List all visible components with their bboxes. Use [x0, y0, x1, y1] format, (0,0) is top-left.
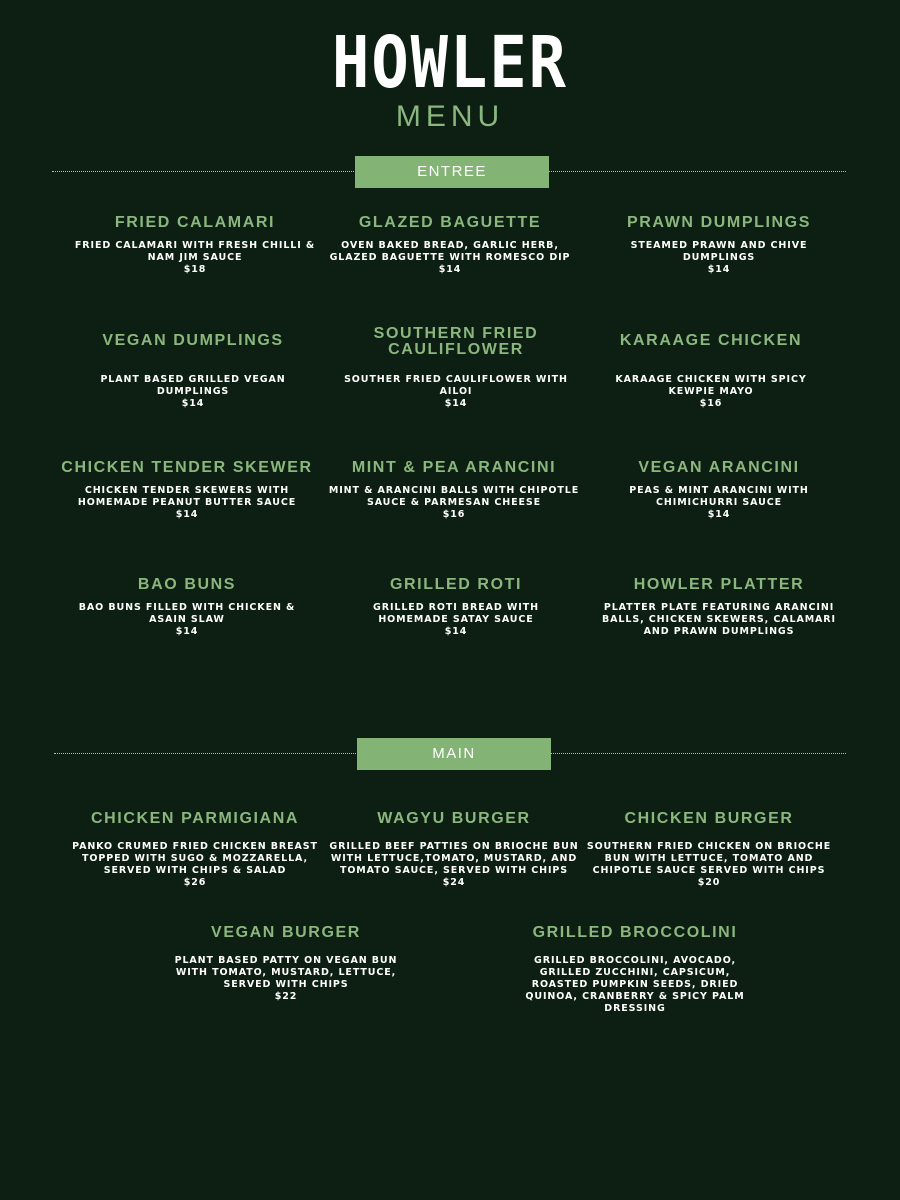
item-price: $14	[707, 509, 731, 520]
item-price: $14	[181, 398, 205, 409]
item-description: PEAS & MINT ARANCINI WITH CHIMICHURRI SAUCE	[629, 485, 809, 508]
item-description: PANKO CRUMED FRIED CHICKEN BREAST TOPPED WITH SUGO & MOZZARELLA, SERVED WITH CHIPS & SALAD	[72, 841, 318, 876]
item-name: PRAWN DUMPLINGS	[627, 214, 811, 231]
menu-item	[62, 577, 312, 638]
item-name: FRIED CALAMARI	[114, 214, 276, 231]
item-description: SOUTHER FRIED CAULIFLOWER WITH AILOI	[344, 374, 568, 397]
item-name: MINT & PEA ARANCINI	[351, 459, 557, 476]
item-price: $26	[183, 877, 207, 888]
item-description: BAO BUNS FILLED WITH CHICKEN & ASAIN SLAW	[78, 602, 296, 625]
menu-item	[582, 811, 836, 889]
item-description: PLANT BASED GRILLED VEGAN DUMPLINGS	[100, 374, 286, 397]
section-title-main: MAIN	[357, 738, 551, 770]
item-name: GRILLED ROTI	[389, 576, 523, 593]
item-price: $14	[707, 264, 731, 275]
item-price: $14	[438, 264, 462, 275]
item-description: STEAMED PRAWN AND CHIVE DUMPLINGS	[630, 240, 808, 263]
menu-item	[328, 460, 580, 521]
menu-item	[336, 326, 576, 410]
item-name: CHICKEN TENDER SKEWER	[61, 459, 313, 476]
item-price: $24	[442, 877, 466, 888]
item-price: $16	[442, 509, 466, 520]
item-description: SOUTHERN FRIED CHICKEN ON BRIOCHE BUN WITH LETTUCE, TOMATO AND CHIPOTLE SAUCE SERVED WITH CHIPS	[586, 841, 832, 876]
brand-logo: HOWLER	[332, 20, 568, 105]
menu-item	[600, 460, 838, 521]
item-description: GRILLED ROTI BREAD WITH HOMEMADE SATAY SAUCE	[373, 602, 539, 625]
item-name: SOUTHERN FRIED CAULIFLOWER	[373, 325, 539, 358]
item-description: FRIED CALAMARI WITH FRESH CHILLI & NAM JIM SAUCE	[74, 240, 316, 263]
menu-subtitle: MENU	[395, 100, 505, 133]
item-description: PLANT BASED PATTY ON VEGAN BUN WITH TOMATO, MUSTARD, LETTUCE, SERVED WITH CHIPS	[174, 955, 398, 990]
item-description: PLATTER PLATE FEATURING ARANCINI BALLS, CHICKEN SKEWERS, CALAMARI AND PRAWN DUMPLINGS	[602, 602, 836, 637]
item-name: HOWLER PLATTER	[633, 576, 805, 593]
item-price: $20	[697, 877, 721, 888]
item-price: $18	[183, 264, 207, 275]
menu-item	[326, 811, 582, 889]
item-name: BAO BUNS	[137, 576, 237, 593]
menu-item	[168, 925, 404, 1003]
item-name: CHICKEN BURGER	[624, 810, 794, 827]
item-name: VEGAN DUMPLINGS	[102, 332, 284, 349]
item-description: GRILLED BROCCOLINI, AVOCADO, GRILLED ZUCCHINI, CAPSICUM, ROASTED PUMPKIN SEEDS, DRIED QUINOA, CRANBERRY & SPICY PALM DRESSING	[525, 955, 745, 1014]
menu-item	[326, 215, 574, 276]
item-price: $14	[175, 509, 199, 520]
section-title-entree: ENTREE	[355, 156, 549, 188]
menu-item	[590, 215, 848, 276]
item-price: $14	[444, 398, 468, 409]
menu-item	[62, 333, 324, 410]
menu-item	[594, 577, 844, 638]
item-name: GLAZED BAGUETTE	[358, 214, 542, 231]
item-price: $16	[699, 398, 723, 409]
item-description: KARAAGE CHICKEN WITH SPICY KEWPIE MAYO	[615, 374, 807, 397]
item-price: $14	[175, 626, 199, 637]
menu-item	[584, 333, 838, 410]
item-description: OVEN BAKED BREAD, GARLIC HERB, GLAZED BAGUETTE WITH ROMESCO DIP	[329, 240, 571, 263]
item-description: CHICKEN TENDER SKEWERS WITH HOMEMADE PEANUT BUTTER SAUCE	[77, 485, 297, 508]
item-price: $14	[444, 626, 468, 637]
item-description: MINT & ARANCINI BALLS WITH CHIPOTLE SAUCE & PARMESAN CHEESE	[328, 485, 580, 508]
menu-item	[64, 811, 326, 889]
item-price: $22	[274, 991, 298, 1002]
item-name: VEGAN BURGER	[211, 924, 361, 941]
item-name: WAGYU BURGER	[377, 810, 531, 827]
item-description: GRILLED BEEF PATTIES ON BRIOCHE BUN WITH LETTUCE,TOMATO, MUSTARD, AND TOMATO SAUCE, SERVED WITH CHIPS	[329, 841, 579, 876]
menu-item	[504, 925, 766, 1015]
menu-item	[340, 577, 572, 638]
item-name: KARAAGE CHICKEN	[619, 332, 803, 349]
menu-item	[54, 460, 320, 521]
item-name: GRILLED BROCCOLINI	[532, 924, 738, 941]
menu-item	[62, 215, 328, 276]
item-name: CHICKEN PARMIGIANA	[90, 810, 300, 827]
item-name: VEGAN ARANCINI	[638, 459, 800, 476]
